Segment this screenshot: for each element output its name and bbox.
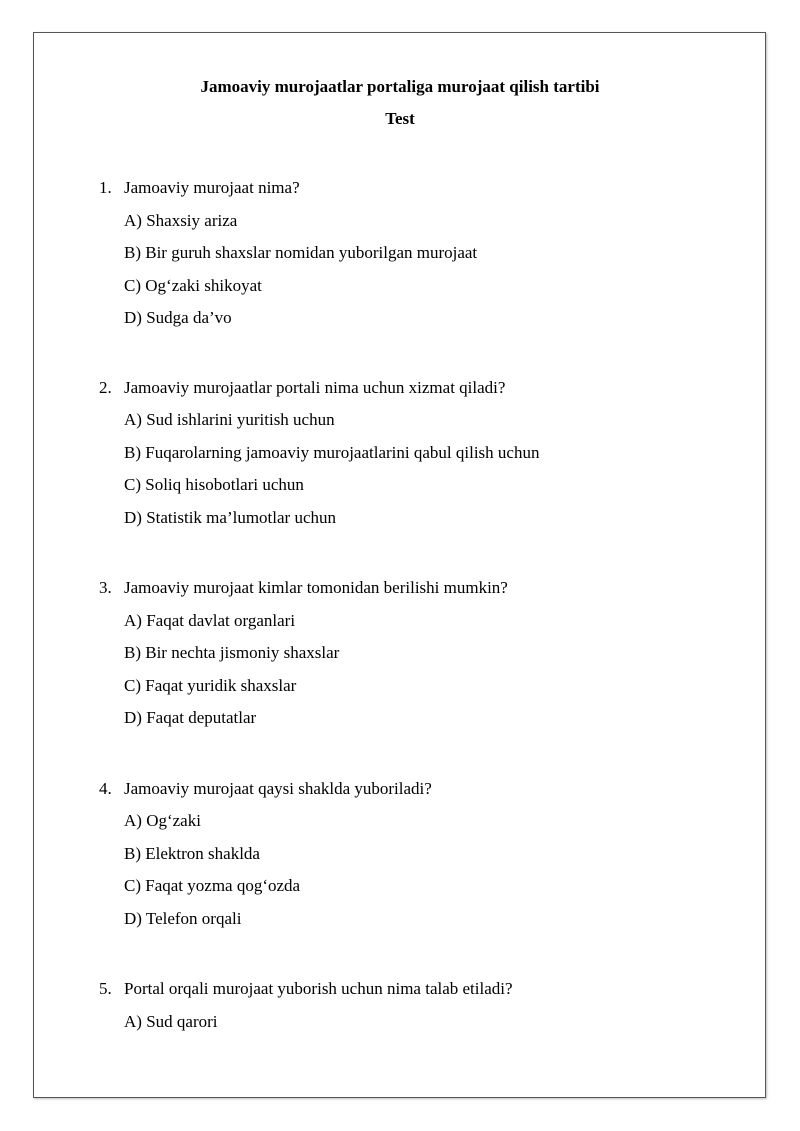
spacer: [99, 735, 739, 773]
question-text: Portal orqali murojaat yuborish uchun nima talab etiladi?: [124, 979, 513, 999]
answer-option-d: D) Statistik ma’lumotlar uchun: [124, 507, 336, 527]
question-number: 2.: [99, 377, 112, 397]
question-5: [99, 973, 739, 1038]
answer-option-b: B) Bir guruh shaxslar nomidan yuborilgan murojaat: [124, 243, 478, 262]
answer-option-a: A) Faqat davlat organlari: [124, 610, 296, 630]
answer-option-a: A) Shaxsiy ariza: [124, 210, 238, 230]
question-2: [99, 372, 739, 535]
answer-option-d: D) Telefon orqali: [124, 908, 242, 928]
answer-option-d: D) Faqat deputatlar: [124, 708, 257, 727]
question-line: [99, 172, 739, 205]
answer-option-d: D) Sudga da’vo: [124, 308, 232, 327]
answer-option-a: A) Sud ishlarini yuritish uchun: [124, 410, 335, 429]
question-number: 1.: [99, 178, 112, 198]
question-line: [99, 572, 739, 605]
answer-option-a: A) Og‘zaki: [124, 811, 201, 830]
answer-option-c: C) Faqat yozma qog‘ozda: [124, 876, 301, 895]
document-title: Jamoaviy murojaatlar portaliga murojaat qilish tartibi: [200, 77, 600, 96]
question-4: [99, 773, 739, 936]
question-line: [99, 973, 739, 1006]
question-number: 3.: [99, 578, 112, 598]
answer-option-c: C) Faqat yuridik shaxslar: [124, 675, 297, 695]
answer-option-c: C) Soliq hisobotlari uchun: [124, 475, 304, 494]
question-line: [99, 773, 739, 806]
answer-option-b: B) Bir nechta jismoniy shaxslar: [124, 643, 340, 662]
answer-option-a: A) Sud qarori: [124, 1011, 218, 1031]
question-3: [99, 572, 739, 735]
question-text: Jamoaviy murojaat qaysi shaklda yuboriladi?: [124, 778, 432, 798]
question-number: 5.: [99, 979, 112, 999]
question-line: [99, 372, 739, 405]
answer-option-c: C) Og‘zaki shikoyat: [124, 275, 262, 295]
spacer: [99, 534, 739, 572]
answer-option-b: B) Fuqarolarning jamoaviy murojaatlarini qabul qilish uchun: [124, 442, 540, 462]
spacer: [99, 335, 739, 372]
document-subtitle: Test: [385, 109, 415, 128]
question-text: Jamoaviy murojaatlar portali nima uchun xizmat qiladi?: [124, 377, 506, 397]
question-number: 4.: [99, 778, 112, 798]
question-list: [99, 172, 739, 1038]
answer-option-b: B) Elektron shaklda: [124, 843, 260, 863]
question-text: Jamoaviy murojaat nima?: [124, 178, 300, 198]
question-1: [99, 172, 739, 335]
spacer: [99, 935, 739, 973]
question-text: Jamoaviy murojaat kimlar tomonidan berilishi mumkin?: [124, 578, 508, 598]
